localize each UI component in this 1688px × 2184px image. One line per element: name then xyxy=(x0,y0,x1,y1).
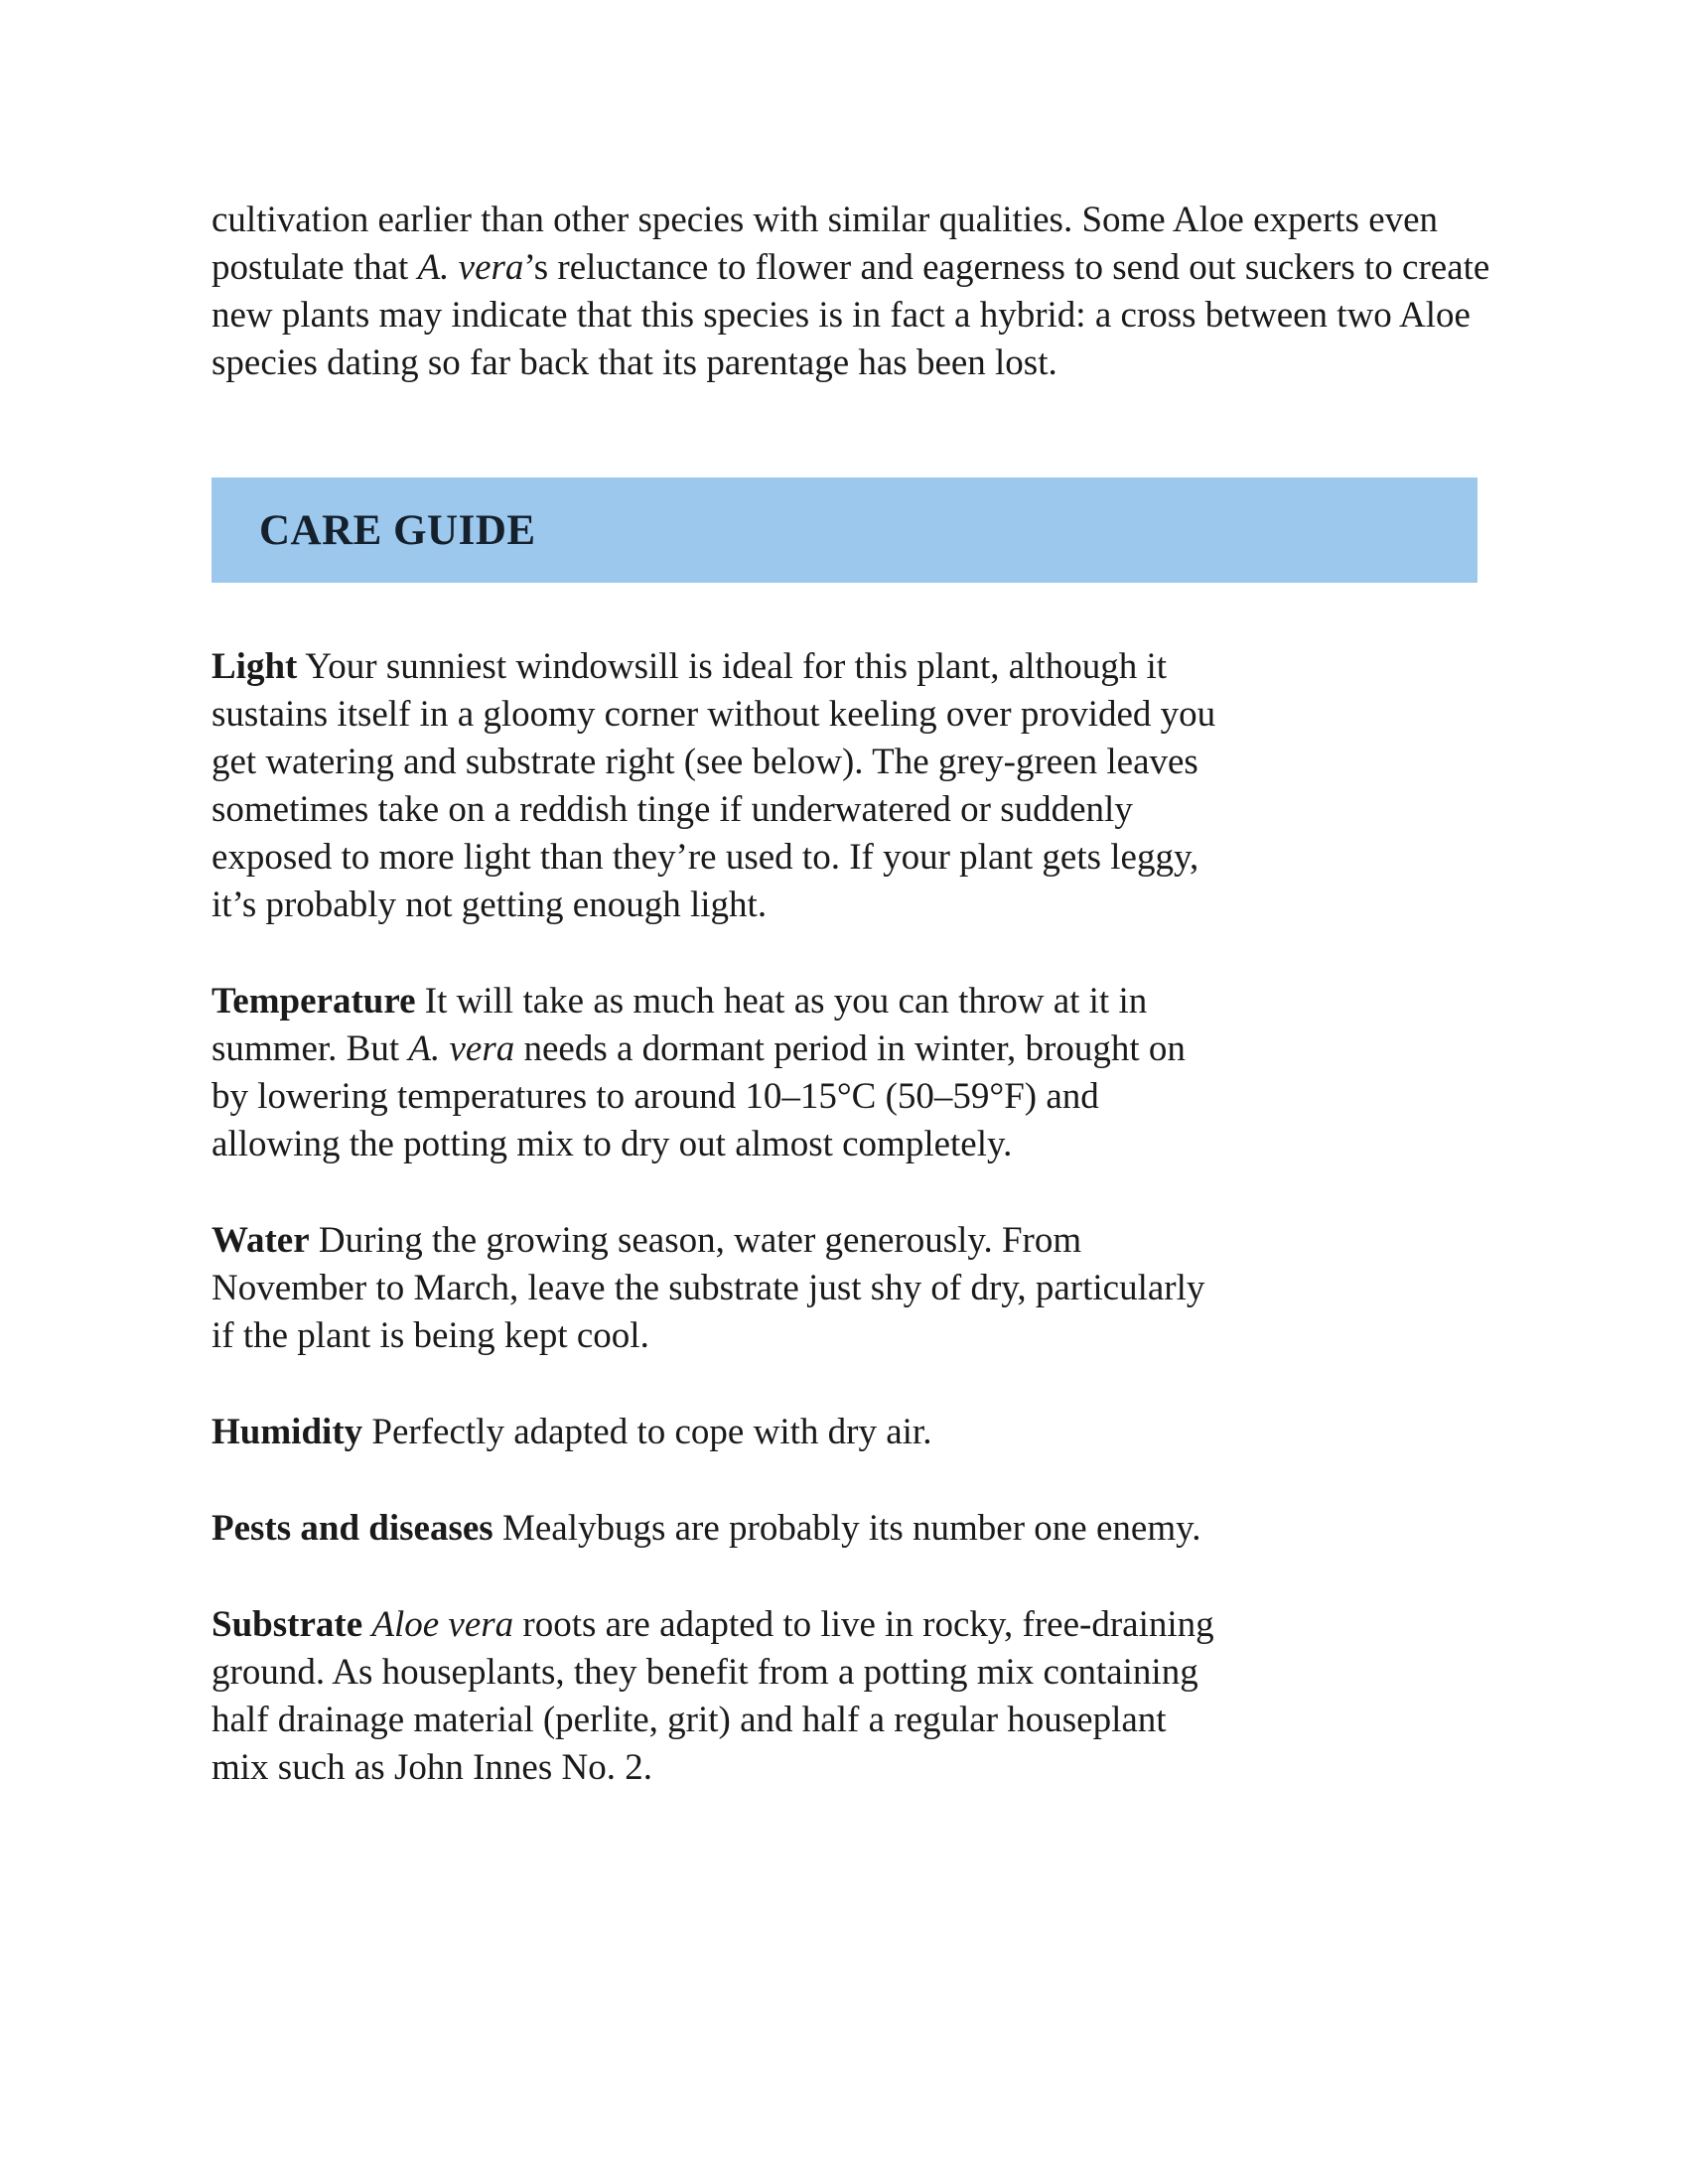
care-text-pests: Mealybugs are probably its number one enemy. xyxy=(492,1508,1201,1549)
care-term-substrate: Substrate xyxy=(211,1604,363,1645)
intro-species-name: A. vera xyxy=(417,247,524,288)
care-substrate-species-name: Aloe vera xyxy=(371,1604,514,1645)
care-term-pests: Pests and diseases xyxy=(211,1508,493,1549)
care-item-humidity xyxy=(211,1409,1244,1456)
care-guide-heading: CARE GUIDE xyxy=(259,507,536,554)
care-term-water: Water xyxy=(211,1220,310,1261)
intro-text-start: cultivation earlier than other species with similar qualities. Some Aloe experts even postulate that xyxy=(211,200,1439,288)
care-term-light: Light xyxy=(211,646,298,687)
care-item-light xyxy=(211,643,1239,929)
care-item-water xyxy=(211,1217,1214,1360)
care-text-humidity: Perfectly adapted to cope with dry air. xyxy=(362,1412,932,1452)
care-item-pests xyxy=(211,1505,1224,1553)
care-temperature-species-name: A. vera xyxy=(408,1028,515,1069)
intro-paragraph xyxy=(211,197,1492,387)
care-text-light: Your sunniest windowsill is ideal for this plant, although it sustains itself in a gloomy corner without keeling over provided you get watering and substrate right (see below). The grey-green leaves sometimes take on a reddish tinge if underwatered or suddenly exposed to more light than they’re used to. If your plant gets leggy, it’s probably not getting enough light. xyxy=(211,646,1216,925)
care-term-humidity: Humidity xyxy=(211,1412,363,1452)
care-text-temperature-end: needs a dormant period in winter, brought on by lowering temperatures to around 10–15°C (50–59°F) and allowing the potting mix to dry out almost completely. xyxy=(211,1028,1186,1164)
care-text-water: During the growing season, water generously. From November to March, leave the substrate just shy of dry, particularly if the plant is being kept cool. xyxy=(211,1220,1205,1356)
care-item-temperature xyxy=(211,978,1204,1168)
care-text-temperature-start: It will take as much heat as you can throw at it in summer. But xyxy=(211,981,1148,1069)
care-term-temperature: Temperature xyxy=(211,981,416,1022)
intro-text-end: ’s reluctance to flower and eagerness to send out suckers to create new plants may indicate that this species is in fact a hybrid: a cross between two Aloe species dating so far back that its parentage has been lost. xyxy=(211,247,1490,383)
care-item-substrate xyxy=(211,1601,1214,1792)
care-guide-banner xyxy=(211,478,1477,583)
care-guide-section xyxy=(211,643,1254,1841)
care-text-substrate: roots are adapted to live in rocky, free-draining ground. As houseplants, they benefit from a potting mix containing half drainage material (perlite, grit) and half a regular houseplant mix such as John Innes No. 2. xyxy=(211,1604,1214,1788)
